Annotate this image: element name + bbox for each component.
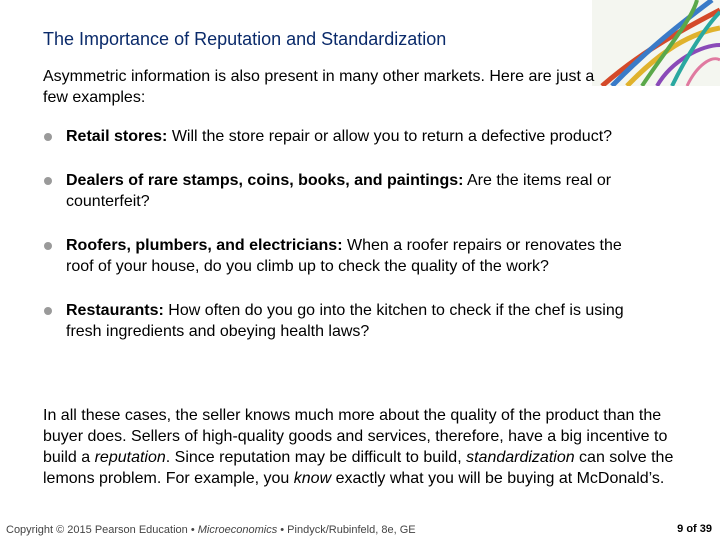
bullet-icon xyxy=(44,133,52,141)
bullet-icon xyxy=(44,177,52,185)
bullet-icon xyxy=(44,242,52,250)
footer xyxy=(6,524,714,536)
footer-copyright: Copyright © 2015 Pearson Education • xyxy=(6,524,198,536)
item-heading: Roofers, plumbers, and electricians: xyxy=(66,237,343,254)
bullet-icon xyxy=(44,307,52,315)
slide-title: The Importance of Reputation and Standardization xyxy=(43,29,447,49)
intro-text: Asymmetric information is also present in many other markets. Here are just a few examples: xyxy=(43,68,595,106)
footer-authors: • Pindyck/Rubinfeld, 8e, GE xyxy=(277,524,416,536)
item-heading: Dealers of rare stamps, coins, books, and paintings: xyxy=(66,172,464,189)
colored-cables-image xyxy=(592,0,720,86)
emphasis-know: know xyxy=(293,470,332,487)
list-item xyxy=(43,170,643,212)
footer-book-title: Microeconomics xyxy=(197,524,278,536)
list-item xyxy=(43,235,643,277)
item-heading: Retail stores: xyxy=(66,128,168,145)
emphasis-reputation: reputation xyxy=(94,449,166,466)
example-list xyxy=(43,126,643,342)
item-text: When a roofer repairs or renovates the roof of your house, do you climb up to check the quality of the work? xyxy=(66,237,622,275)
closing-text: can solve the lemons problem. For example, you xyxy=(43,449,674,487)
item-text: How often do you go into the kitchen to check if the chef is using fresh ingredients and obeying health laws? xyxy=(66,302,624,340)
item-text: Will the store repair or allow you to return a defective product? xyxy=(167,128,613,145)
item-heading: Restaurants: xyxy=(66,302,164,319)
closing-text: In all these cases, the seller knows much more about the quality of the product than the buyer does. Sellers of high-quality goods and services, therefore, have a big incentive to build a xyxy=(43,407,668,466)
list-item xyxy=(43,126,643,147)
closing-text: . Since reputation may be difficult to build, xyxy=(165,449,467,466)
closing-paragraph xyxy=(43,405,683,489)
emphasis-standardization: standardization xyxy=(466,449,575,466)
item-text: Are the items real or counterfeit? xyxy=(66,172,612,210)
page-number: 9 of 39 xyxy=(677,523,712,535)
list-item xyxy=(43,300,643,342)
closing-text: exactly what you will be buying at McDonald’s. xyxy=(331,470,665,487)
